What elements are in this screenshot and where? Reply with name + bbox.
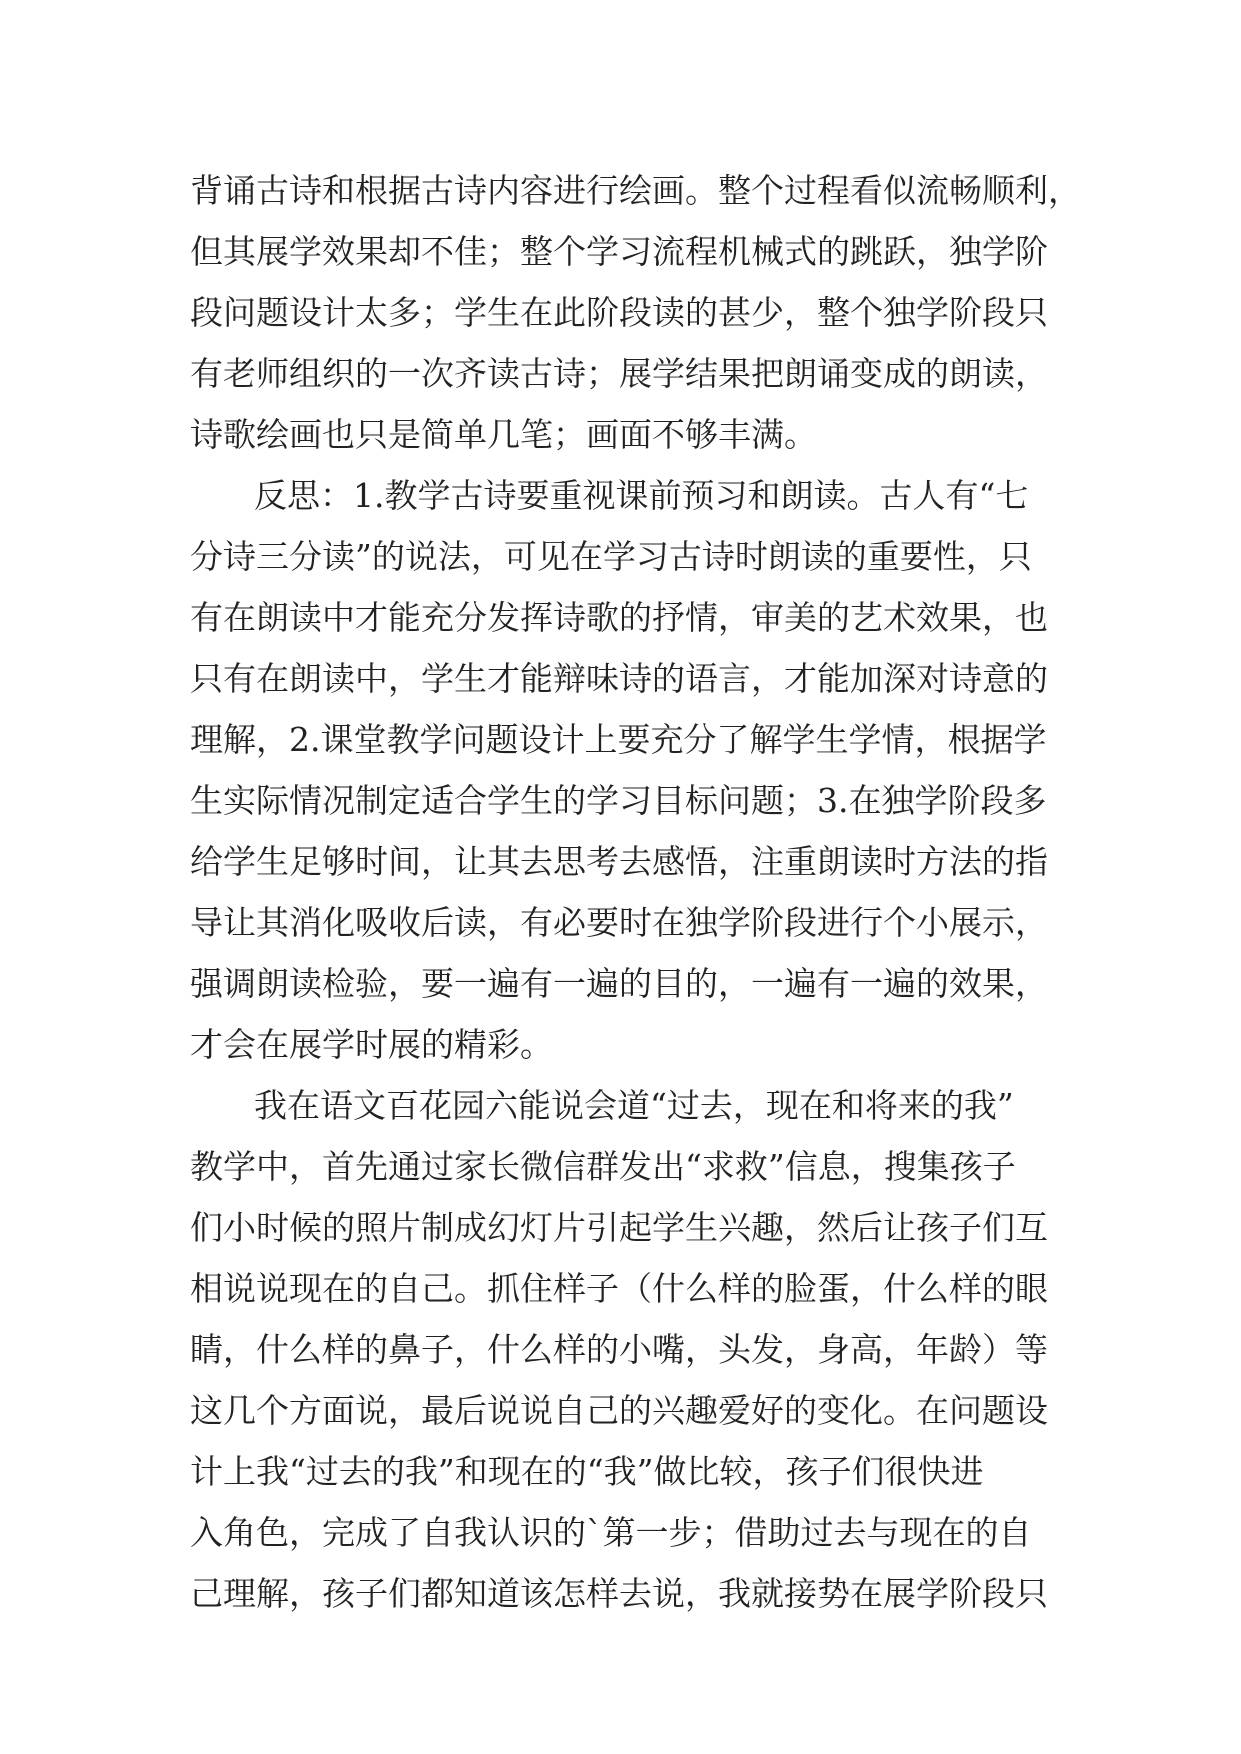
- text-line: 段问题设计太多；学生在此阶段读的甚少，整个独学阶段只: [190, 293, 1048, 332]
- text-line: 有在朗读中才能充分发挥诗歌的抒情，审美的艺术效果，也: [190, 598, 1048, 637]
- text-line: 计上我“过去的我”和现在的“我”做比较，孩子们很快进: [190, 1452, 984, 1491]
- text-line: 生实际情况制定适合学生的学习目标问题；3.在独学阶段多: [190, 781, 1047, 820]
- text-line: 诗歌绘画也只是简单几笔；画面不够丰满。: [190, 415, 817, 454]
- text-line: 但其展学效果却不佳；整个学习流程机械式的跳跃，独学阶: [190, 232, 1048, 271]
- text-line: 给学生足够时间，让其去思考去感悟，注重朗读时方法的指: [190, 842, 1048, 881]
- text-line: 入角色，完成了自我认识的`第一步；借助过去与现在的自: [190, 1513, 1032, 1552]
- text-line: 们小时候的照片制成幻灯片引起学生兴趣，然后让孩子们互: [190, 1208, 1048, 1247]
- text-line: 睛，什么样的鼻子，什么样的小嘴，头发，身高，年龄）等: [190, 1330, 1048, 1369]
- text-line: 分诗三分读”的说法，可见在学习古诗时朗读的重要性，只: [190, 537, 1032, 576]
- text-line: 教学中，首先通过家长微信群发出“求救”信息，搜集孩子: [190, 1147, 1016, 1186]
- text-line: 这几个方面说，最后说说自己的兴趣爱好的变化。在问题设: [190, 1391, 1048, 1430]
- text-line: 才会在展学时展的精彩。: [190, 1025, 553, 1064]
- document-body: [190, 160, 1090, 1624]
- text-line: 己理解，孩子们都知道该怎样去说，我就接势在展学阶段只: [190, 1574, 1048, 1613]
- text-line: 强调朗读检验，要一遍有一遍的目的，一遍有一遍的效果，: [190, 964, 1048, 1003]
- text-line: 相说说现在的自己。抓住样子（什么样的脸蛋，什么样的眼: [190, 1269, 1048, 1308]
- text-line: 背诵古诗和根据古诗内容进行绘画。整个过程看似流畅顺利，: [190, 171, 1081, 210]
- text-line: 有老师组织的一次齐读古诗；展学结果把朗诵变成的朗读，: [190, 354, 1048, 393]
- text-line: 只有在朗读中，学生才能辩味诗的语言，才能加深对诗意的: [190, 659, 1048, 698]
- text-line-paragraph-start: 我在语文百花园六能说会道“过去，现在和将来的我”: [254, 1086, 1014, 1125]
- text-line: 导让其消化吸收后读，有必要时在独学阶段进行个小展示，: [190, 903, 1048, 942]
- text-line: 理解，2.课堂教学问题设计上要充分了解学生学情，根据学: [190, 720, 1047, 759]
- text-line-paragraph-start: 反思：1.教学古诗要重视课前预习和朗读。古人有“七: [254, 476, 1029, 515]
